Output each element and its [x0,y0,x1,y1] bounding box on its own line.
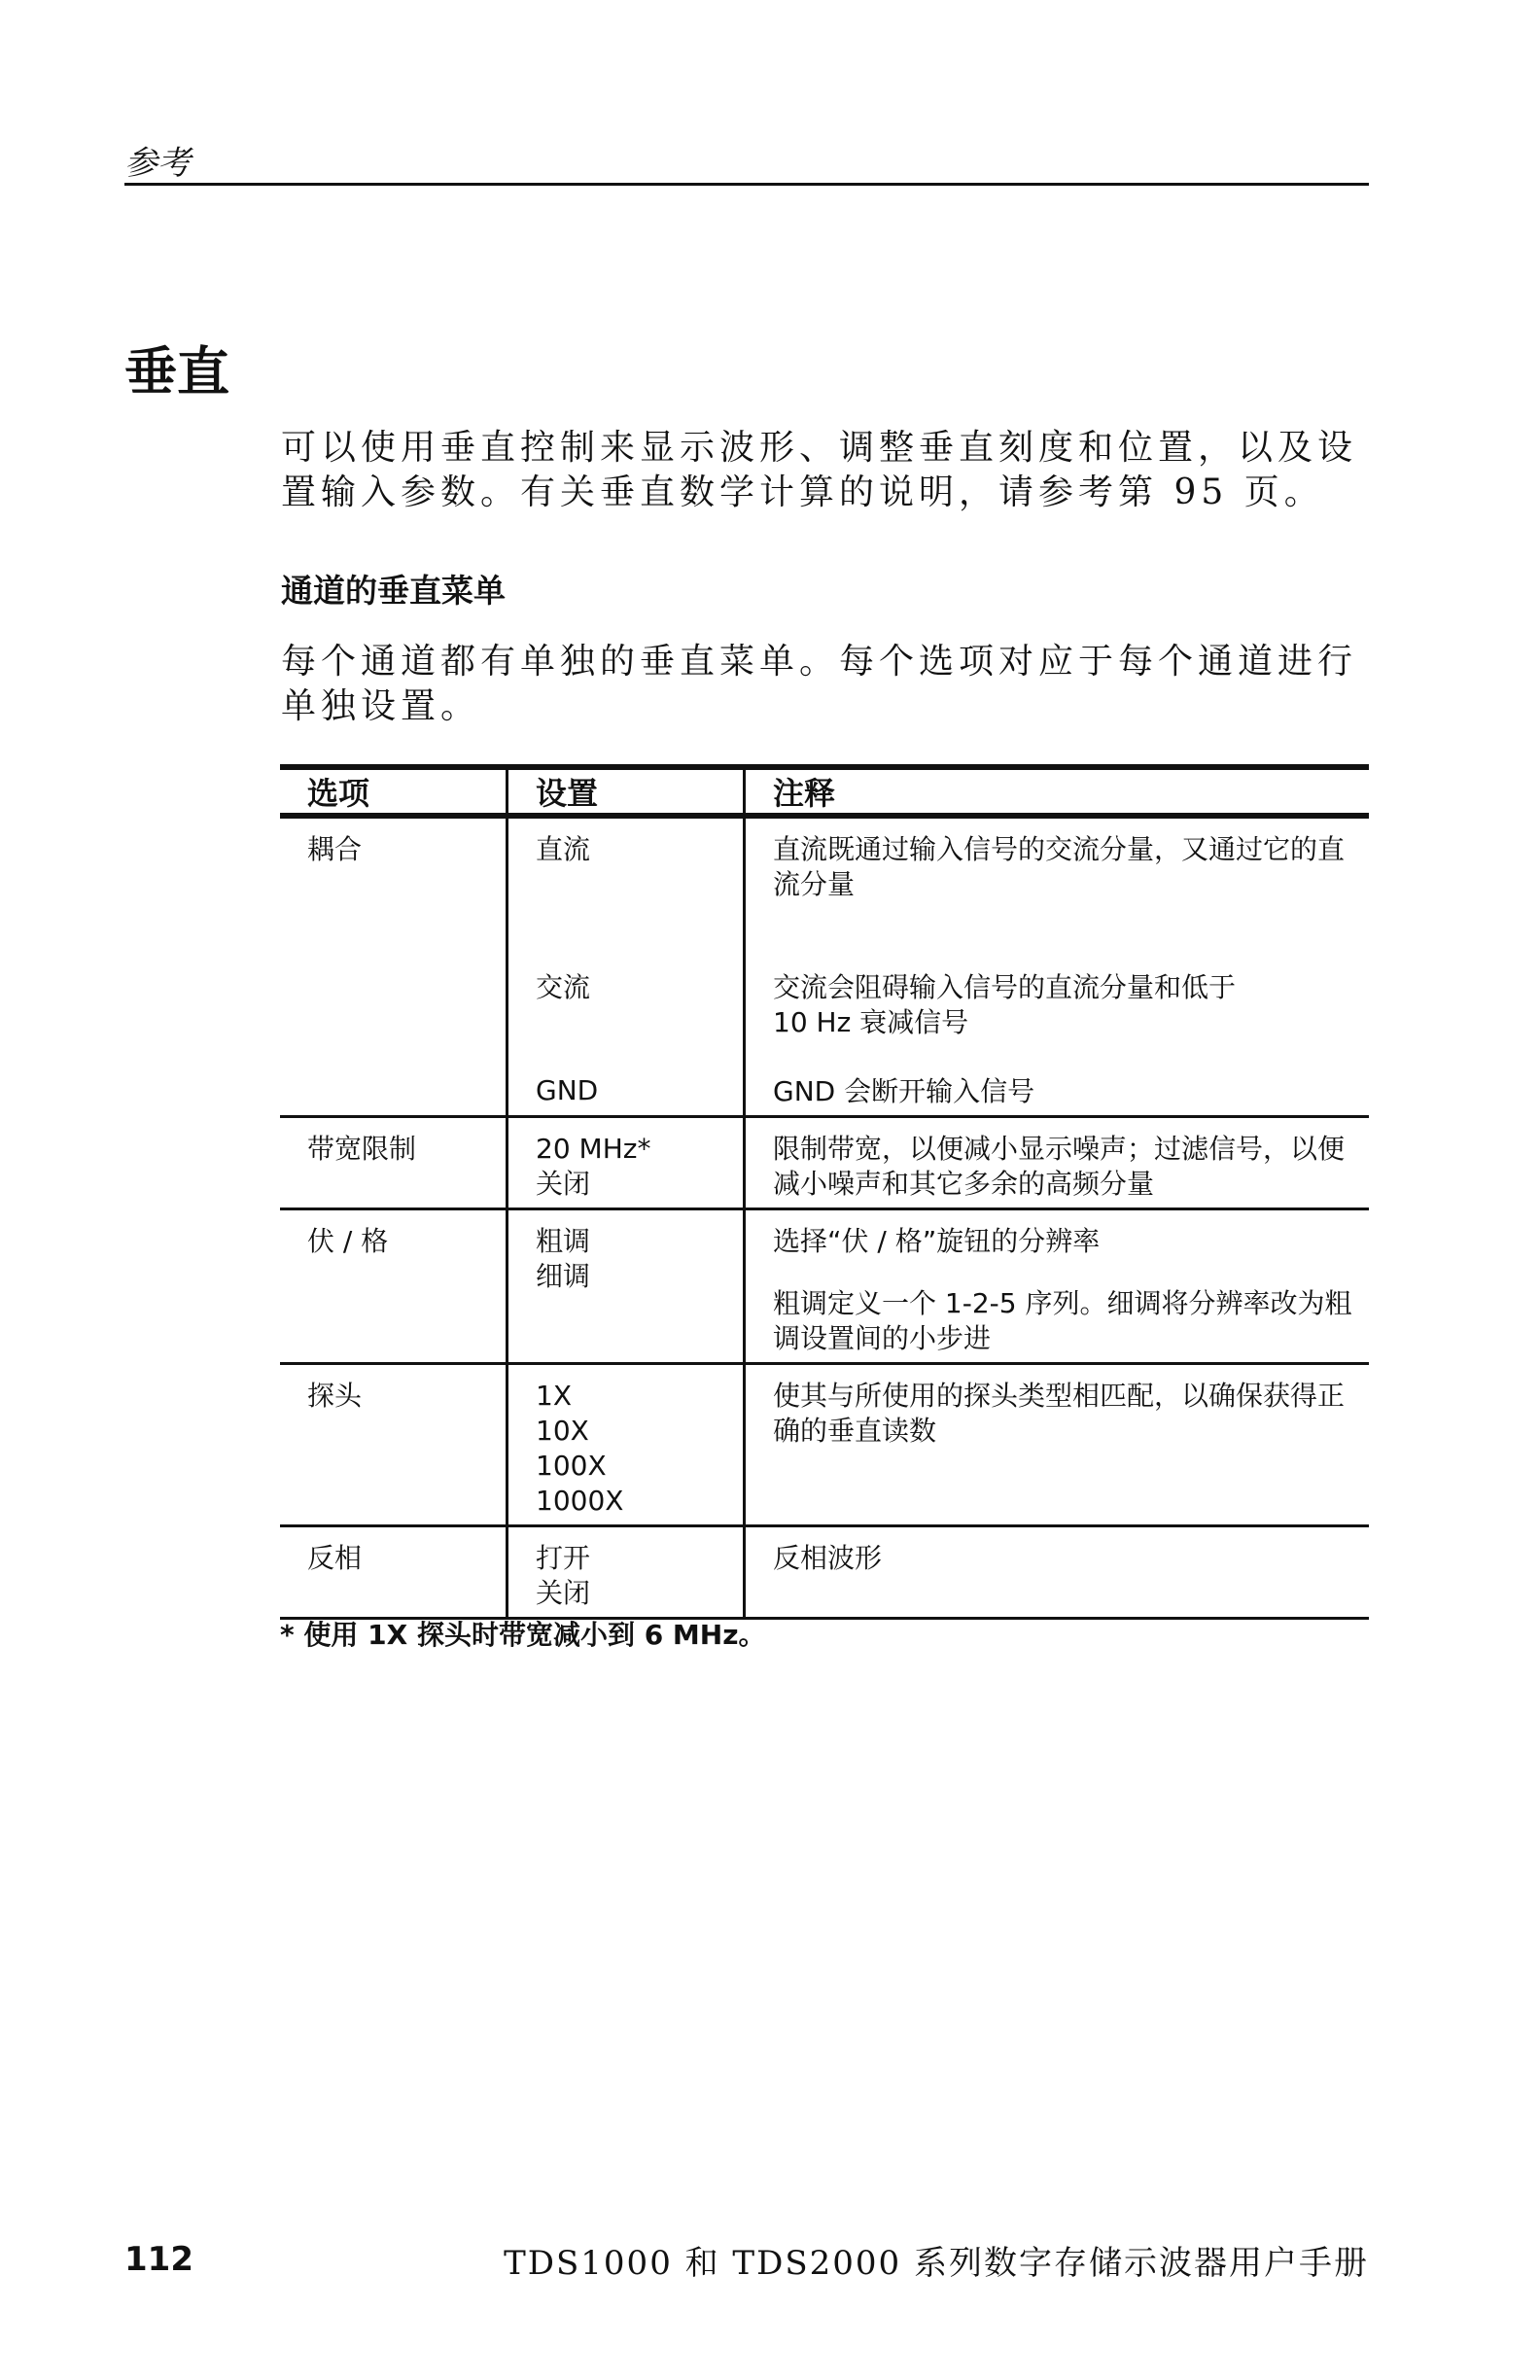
note: 选择“伏 / 格”旋钮的分辨率 [773,1225,1101,1257]
note: 粗调定义一个 1-2-5 序列。细调将分辨率改为粗调设置间的小步进 [773,1287,1352,1354]
setting: 1X [536,1380,572,1412]
table-row [280,1117,1369,1209]
setting: 细调 [536,1260,591,1292]
setting: GND [536,1074,599,1106]
settings-cell [508,1364,745,1526]
notes-cell [745,816,1370,1117]
settings-cell [508,1526,745,1619]
setting: 100X [536,1450,607,1482]
intro-paragraph: 可以使用垂直控制来显示波形、调整垂直刻度和位置，以及设置输入参数。有关垂直数学计算的说明，请参考第 95 页。 [281,428,1358,512]
header-option: 选项 [307,775,370,812]
running-header: 参考 [124,144,191,183]
table-footnote: * 使用 1X 探头时带宽减小到 6 MHz。 [280,1619,766,1651]
option-cell: 耦合 [307,833,363,865]
table-row [280,1209,1369,1364]
notes-cell: 限制带宽，以便减小显示噪声；过滤信号，以便减小噪声和其它多余的高频分量 [745,1117,1370,1209]
header-notes: 注释 [745,767,1370,816]
sub-intro-paragraph: 每个通道都有单独的垂直菜单。每个选项对应于每个通道进行单独设置。 [281,642,1358,726]
setting: 关闭 [536,1577,591,1609]
page-number: 112 [124,2240,193,2279]
settings-cell [508,1209,745,1364]
setting: 10X [536,1415,589,1447]
option-cell: 带宽限制 [307,1133,417,1165]
setting: 关闭 [536,1168,591,1200]
subheading: 通道的垂直菜单 [281,572,506,610]
setting: 20 MHz* [536,1133,651,1165]
notes-cell [745,1209,1370,1364]
vertical-menu-table [280,764,1369,1620]
note: 直流既通过输入信号的交流分量，又通过它的直流分量 [773,833,1346,900]
notes-cell: 反相波形 [745,1526,1370,1619]
option-cell: 伏 / 格 [307,1225,389,1257]
table-row [280,1364,1369,1526]
table-row [280,1526,1369,1619]
note: 交流会阻碍输入信号的直流分量和低于 10 Hz 衰减信号 [773,971,1237,1038]
settings-cell [508,816,745,1117]
setting: 直流 [536,833,591,865]
section-title: 垂直 [124,341,229,402]
settings-cell [508,1117,745,1209]
setting: 1000X [536,1485,624,1517]
setting: 交流 [536,971,591,1003]
setting: 粗调 [536,1225,591,1257]
notes-cell: 使其与所使用的探头类型相匹配，以确保获得正确的垂直读数 [745,1364,1370,1526]
setting: 打开 [536,1542,591,1574]
note: GND 会断开输入信号 [773,1075,1035,1107]
table-row [280,816,1369,1117]
header-rule [124,183,1369,186]
option-cell: 反相 [307,1542,363,1574]
table-header-row [280,767,1369,816]
header-settings: 设置 [508,767,745,816]
option-cell: 探头 [307,1380,363,1412]
footer-doc-title: TDS1000 和 TDS2000 系列数字存储示波器用户手册 [504,2244,1369,2283]
